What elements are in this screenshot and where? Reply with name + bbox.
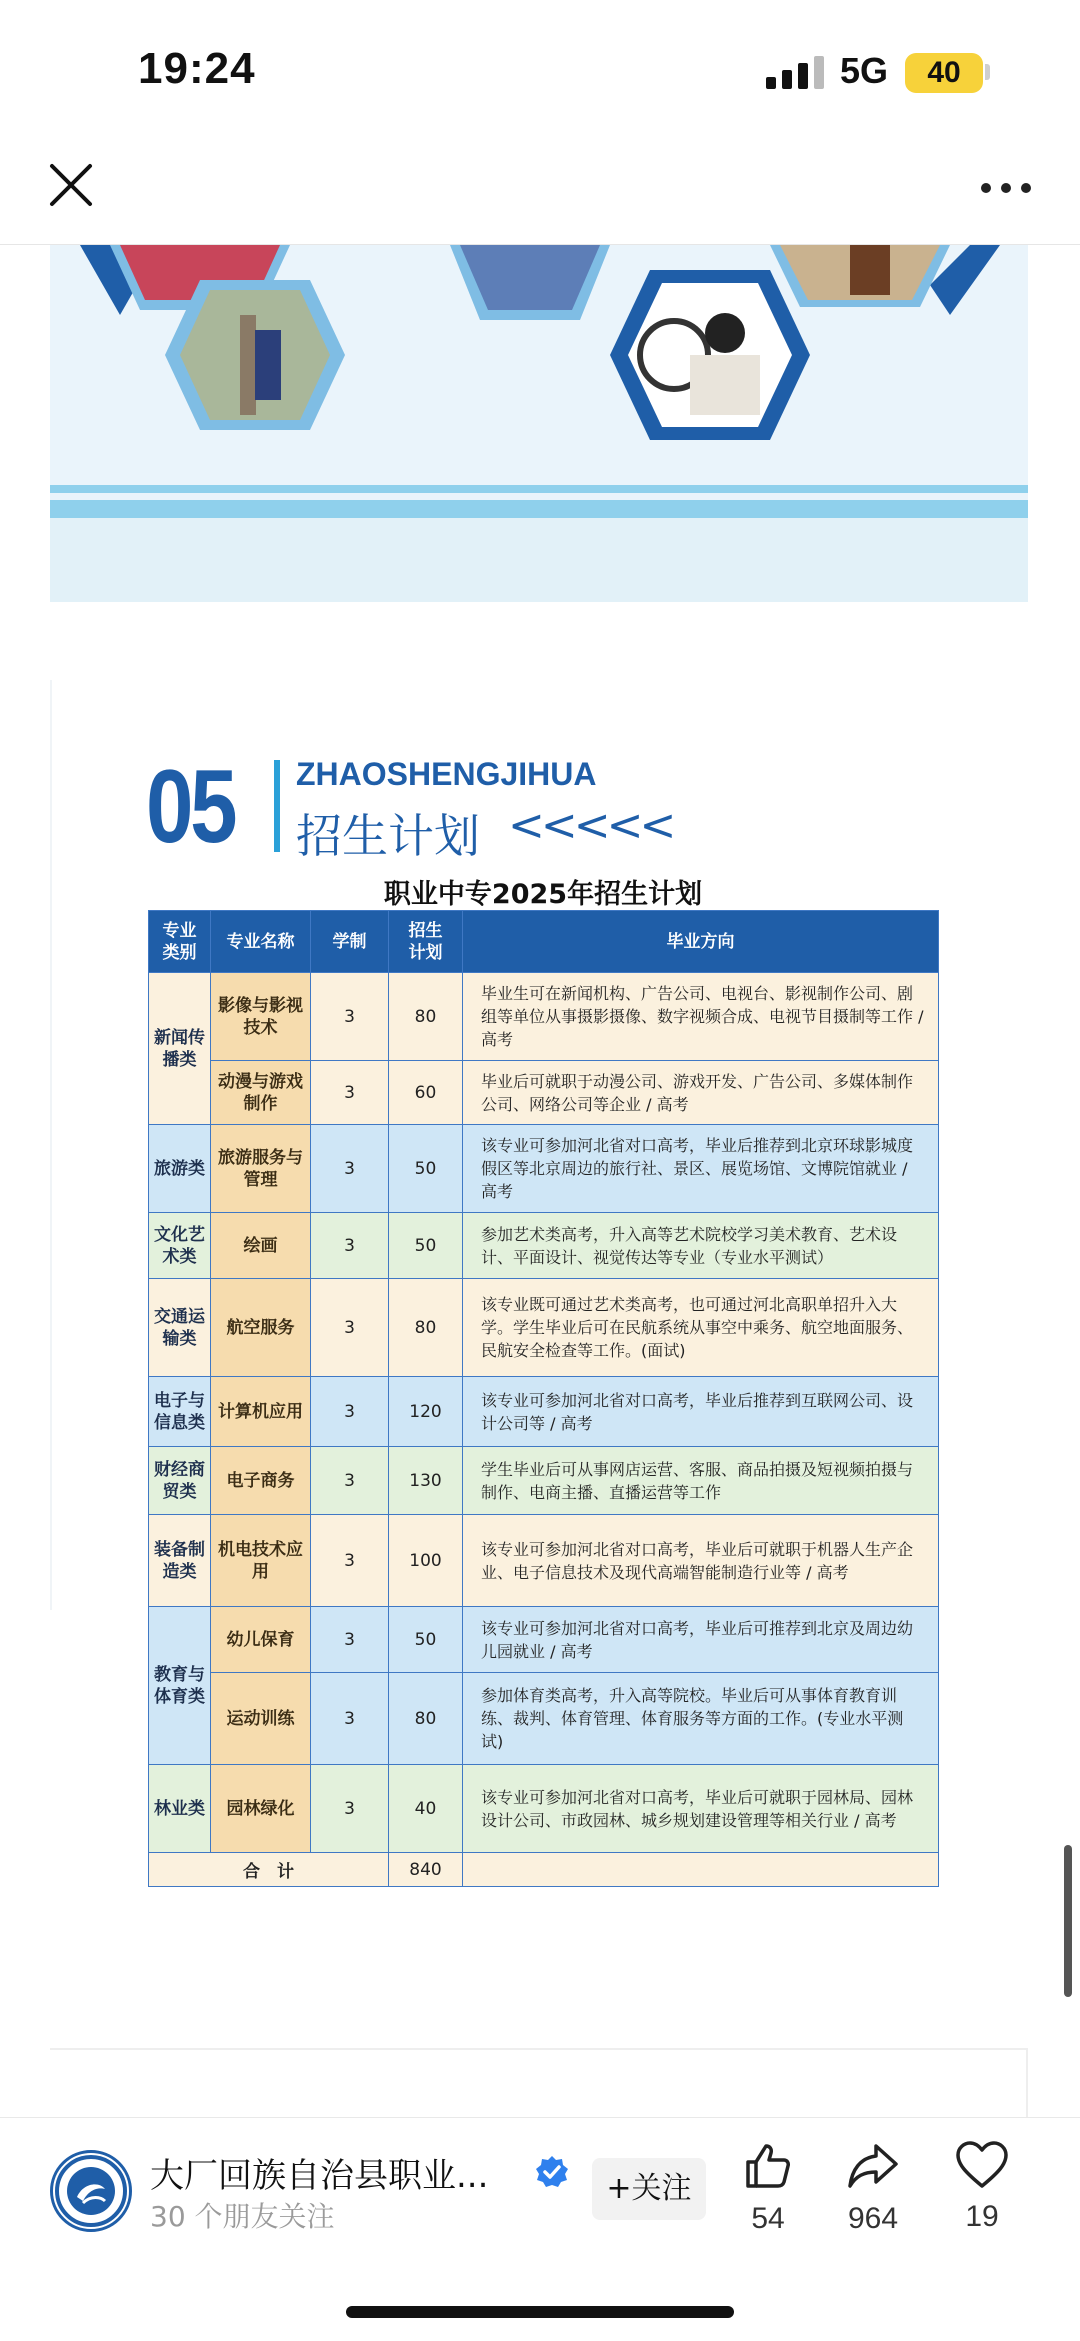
years-cell: 3 <box>311 1447 389 1515</box>
major-name: 旅游服务与管理 <box>211 1125 311 1213</box>
quota-cell: 120 <box>389 1377 463 1447</box>
quota-cell: 50 <box>389 1125 463 1213</box>
campus-photo-collage <box>50 245 1028 602</box>
table-row <box>149 1515 939 1607</box>
status-time: 19:24 <box>138 44 256 93</box>
like-count: 54 <box>751 2202 785 2235</box>
signal-icon <box>766 55 824 89</box>
quota-cell: 130 <box>389 1447 463 1515</box>
years-cell: 3 <box>311 973 389 1061</box>
header-quota: 招生计划 <box>389 911 463 973</box>
follow-button[interactable]: +关注 <box>592 2158 706 2220</box>
category-cell: 电子与信息类 <box>149 1377 211 1447</box>
quota-cell: 80 <box>389 973 463 1061</box>
quota-cell: 100 <box>389 1515 463 1607</box>
section-title: 招生计划 <box>296 809 480 863</box>
direction-cell: 该专业可参加河北省对口高考，毕业后推荐到北京环球影城度假区等北京周边的旅行社、景区、展览场馆、文博院馆就业 / 高考 <box>463 1125 939 1213</box>
major-name: 动漫与游戏制作 <box>211 1061 311 1125</box>
table-row <box>149 1607 939 1673</box>
years-cell: 3 <box>311 1213 389 1279</box>
category-cell: 教育与体育类 <box>149 1607 211 1765</box>
major-name: 影像与影视技术 <box>211 973 311 1061</box>
category-cell: 林业类 <box>149 1765 211 1853</box>
table-row <box>149 1213 939 1279</box>
years-cell: 3 <box>311 1125 389 1213</box>
like-button[interactable] <box>718 2140 818 2236</box>
school-logo-icon <box>53 2153 129 2229</box>
total-row <box>149 1853 939 1887</box>
chevrons-decoration: <<<<< <box>508 800 673 851</box>
account-avatar[interactable] <box>50 2150 132 2232</box>
quota-cell: 50 <box>389 1607 463 1673</box>
direction-cell: 参加艺术类高考，升入高等艺术院校学习美术教育、艺术设计、平面设计、视觉传达等专业（专业水平测试） <box>463 1213 939 1279</box>
total-label: 合 计 <box>149 1853 389 1887</box>
thumbs-up-icon <box>742 2140 794 2192</box>
network-type: 5G <box>840 50 889 91</box>
table-header-row <box>149 911 939 973</box>
major-name: 电子商务 <box>211 1447 311 1515</box>
years-cell: 3 <box>311 1673 389 1765</box>
header-years: 学制 <box>311 911 389 973</box>
major-name: 绘画 <box>211 1213 311 1279</box>
section-pinyin: ZHAOSHENGJIHUA <box>296 756 597 792</box>
table-row <box>149 973 939 1061</box>
direction-cell: 参加体育类高考，升入高等院校。毕业后可从事体育教育训练、裁判、体育管理、体育服务等方面的工作。(专业水平测试) <box>463 1673 939 1765</box>
table-row <box>149 1279 939 1377</box>
major-name: 计算机应用 <box>211 1377 311 1447</box>
major-name: 园林绿化 <box>211 1765 311 1853</box>
table-row <box>149 1447 939 1515</box>
direction-cell: 该专业可参加河北省对口高考，毕业后可推荐到北京及周边幼儿园就业 / 高考 <box>463 1607 939 1673</box>
quota-cell: 80 <box>389 1673 463 1765</box>
section-number: 05 <box>146 749 235 865</box>
header-direction: 毕业方向 <box>463 911 939 973</box>
table-row <box>149 1377 939 1447</box>
years-cell: 3 <box>311 1377 389 1447</box>
direction-cell: 该专业可参加河北省对口高考，毕业后可就职于园林局、园林设计公司、市政园林、城乡规划建设管理等相关行业 / 高考 <box>463 1765 939 1853</box>
direction-cell: 该专业既可通过艺术类高考，也可通过河北高职单招升入大学。学生毕业后可在民航系统从事空中乘务、航空地面服务、民航安全检查等工作。(面试) <box>463 1279 939 1377</box>
quota-cell: 50 <box>389 1213 463 1279</box>
direction-cell: 学生毕业后可从事网店运营、客服、商品拍摄及短视频拍摄与制作、电商主播、直播运营等工作 <box>463 1447 939 1515</box>
next-image-edge <box>50 2048 1028 2118</box>
major-name: 航空服务 <box>211 1279 311 1377</box>
table-title: 职业中专2025年招生计划 <box>383 879 703 910</box>
battery-icon: 40 <box>905 53 983 93</box>
scrollbar[interactable] <box>1064 1845 1072 1997</box>
years-cell: 3 <box>311 1607 389 1673</box>
direction-cell: 该专业可参加河北省对口高考，毕业后可就职于机器人生产企业、电子信息技术及现代高端智能制造行业等 / 高考 <box>463 1515 939 1607</box>
followers-count: 30 个朋友关注 <box>150 2200 335 2233</box>
table-row <box>149 1125 939 1213</box>
years-cell: 3 <box>311 1279 389 1377</box>
favorite-button[interactable] <box>932 2140 1032 2234</box>
major-name: 幼儿保育 <box>211 1607 311 1673</box>
close-button[interactable] <box>46 160 96 210</box>
direction-cell: 毕业生可在新闻机构、广告公司、电视台、影视制作公司、剧组等单位从事摄影摄像、数字视频合成、电视节目摄制等工作 / 高考 <box>463 973 939 1061</box>
close-icon <box>46 160 96 210</box>
image-edge <box>50 680 52 1610</box>
category-cell: 旅游类 <box>149 1125 211 1213</box>
table-row <box>149 1061 939 1125</box>
direction-cell: 毕业后可就职于动漫公司、游戏开发、广告公司、多媒体制作公司、网络公司等企业 / 高考 <box>463 1061 939 1125</box>
favorite-count: 19 <box>965 2200 999 2233</box>
major-name: 机电技术应用 <box>211 1515 311 1607</box>
more-icon <box>980 181 1032 195</box>
years-cell: 3 <box>311 1515 389 1607</box>
category-cell: 交通运输类 <box>149 1279 211 1377</box>
category-cell: 装备制造类 <box>149 1515 211 1607</box>
verified-badge-icon <box>535 2155 569 2189</box>
quota-cell: 60 <box>389 1061 463 1125</box>
table-row <box>149 1765 939 1853</box>
category-cell: 新闻传播类 <box>149 973 211 1125</box>
share-button[interactable] <box>823 2140 923 2236</box>
share-count: 964 <box>847 2202 899 2235</box>
header-category: 专业类别 <box>149 911 211 973</box>
quota-cell: 80 <box>389 1279 463 1377</box>
share-icon <box>846 2140 900 2192</box>
hexagon-photo-collage <box>50 245 1028 485</box>
header-name: 专业名称 <box>211 911 311 973</box>
more-options-button[interactable] <box>980 180 1032 194</box>
total-direction-empty <box>463 1853 939 1887</box>
account-name[interactable]: 大厂回族自治县职业... <box>150 2156 489 2196</box>
major-name: 运动训练 <box>211 1673 311 1765</box>
section-divider-bar <box>274 760 280 852</box>
home-indicator[interactable] <box>346 2306 734 2318</box>
category-cell: 文化艺术类 <box>149 1213 211 1279</box>
category-cell: 财经商贸类 <box>149 1447 211 1515</box>
enrollment-plan-table <box>148 910 939 1887</box>
total-value: 840 <box>389 1853 463 1887</box>
heart-icon <box>955 2140 1009 2190</box>
battery-tip <box>985 64 990 80</box>
years-cell: 3 <box>311 1765 389 1853</box>
direction-cell: 该专业可参加河北省对口高考，毕业后推荐到互联网公司、设计公司等 / 高考 <box>463 1377 939 1447</box>
quota-cell: 40 <box>389 1765 463 1853</box>
years-cell: 3 <box>311 1061 389 1125</box>
table-row <box>149 1673 939 1765</box>
